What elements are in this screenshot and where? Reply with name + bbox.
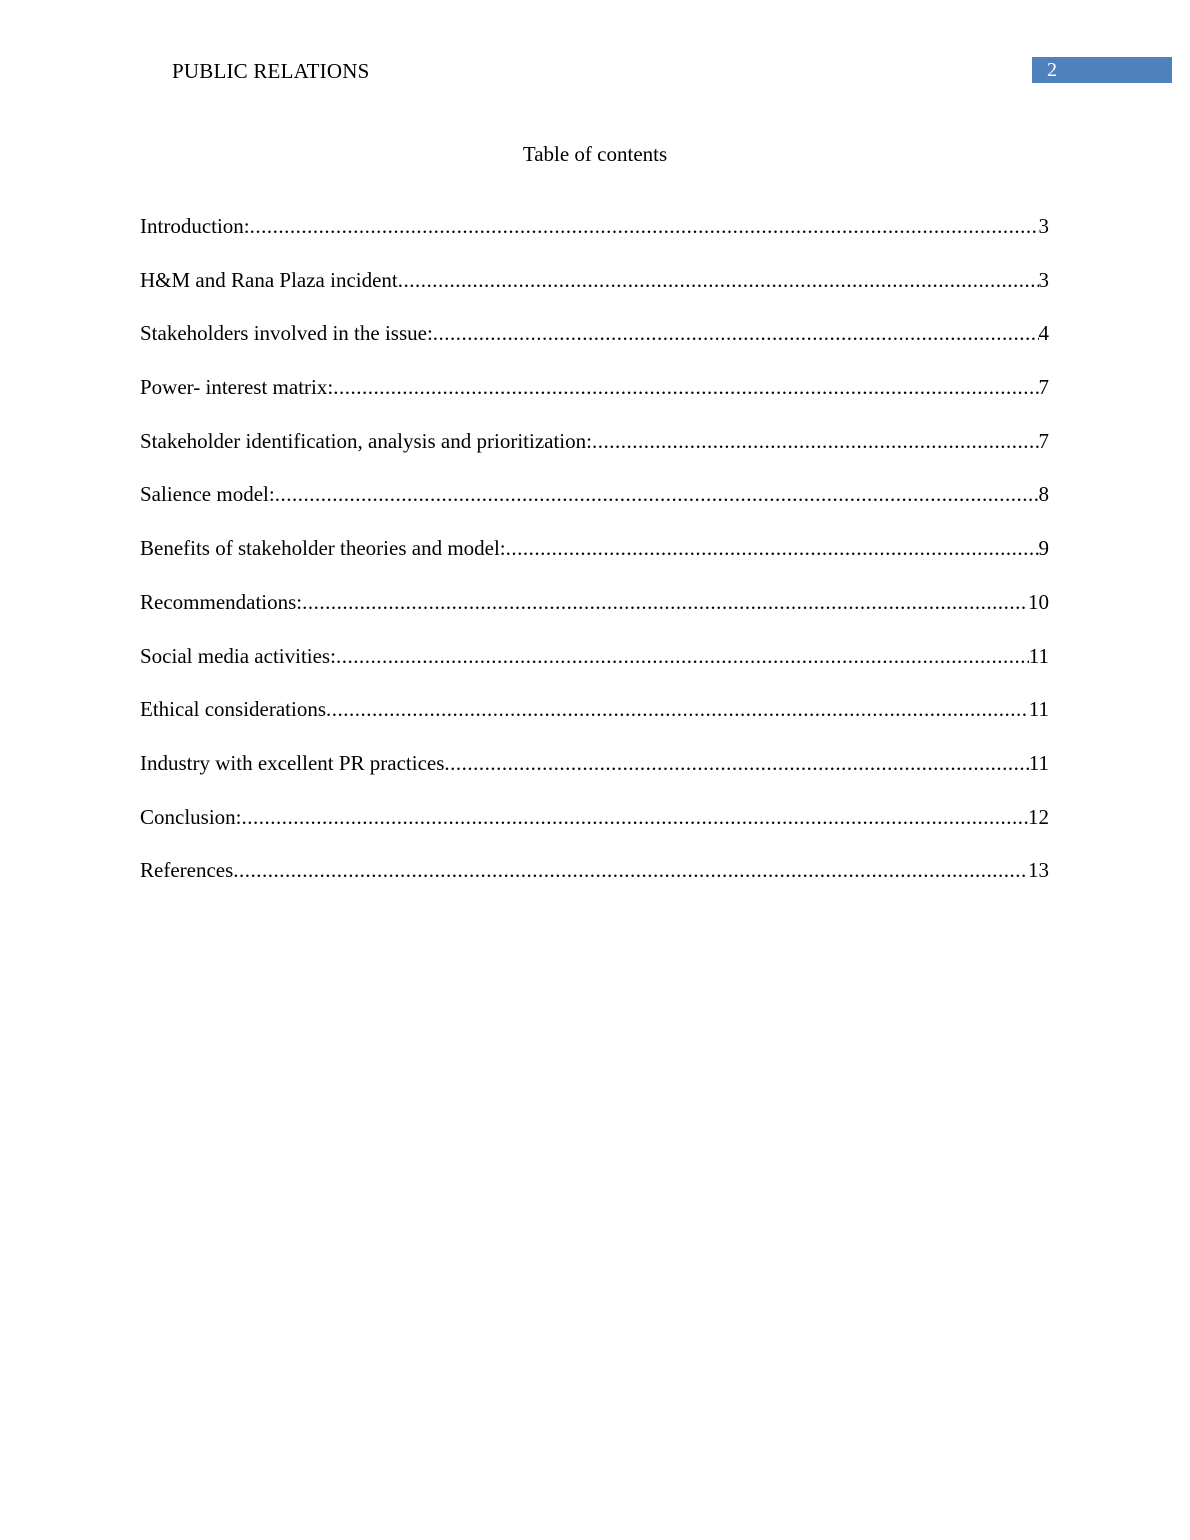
toc-entry-power-interest-matrix[interactable] xyxy=(140,372,1049,426)
toc-entry-page: 7 xyxy=(1038,375,1049,400)
toc-entry-label: Salience model: xyxy=(140,482,275,507)
toc-leader-dots xyxy=(444,748,1028,778)
toc-entry-label: Industry with excellent PR practices xyxy=(140,750,445,775)
toc-entry-recommendations[interactable] xyxy=(140,587,1049,641)
toc-entry-introduction[interactable] xyxy=(140,211,1049,265)
page-number: 2 xyxy=(1047,59,1057,81)
toc-entry-ethical-considerations[interactable] xyxy=(140,694,1049,748)
toc-entry-page: 8 xyxy=(1038,482,1049,507)
toc-entry-label: Recommendations: xyxy=(140,589,303,614)
toc-entry-page: 4 xyxy=(1038,321,1049,346)
toc-title: Table of contents xyxy=(522,142,668,166)
toc-entry-page: 10 xyxy=(1028,589,1049,614)
toc-entry-salience-model[interactable] xyxy=(140,479,1049,533)
running-header-title: PUBLIC RELATIONS xyxy=(172,59,370,83)
toc-entry-label: Power- interest matrix: xyxy=(140,375,334,400)
toc-entry-label: Conclusion: xyxy=(140,804,242,829)
toc-leader-dots xyxy=(433,318,1039,348)
toc-entry-page: 7 xyxy=(1038,428,1049,453)
toc-entry-label: H&M and Rana Plaza incident xyxy=(140,267,398,292)
toc-entry-page: 9 xyxy=(1038,536,1049,561)
toc-leader-dots xyxy=(592,426,1039,456)
toc-entry-page: 11 xyxy=(1028,697,1049,722)
toc-entry-references[interactable] xyxy=(140,855,1049,909)
toc-entry-page: 11 xyxy=(1028,643,1049,668)
toc-entry-social-media[interactable] xyxy=(140,641,1049,695)
toc-entry-conclusion[interactable] xyxy=(140,802,1049,856)
toc-leader-dots xyxy=(326,694,1029,724)
toc-entry-industry-pr-practices[interactable] xyxy=(140,748,1049,802)
page-number-badge xyxy=(1032,57,1172,83)
toc-leader-dots xyxy=(233,855,1028,885)
toc-entry-rana-plaza[interactable] xyxy=(140,265,1049,319)
toc-entry-stakeholders[interactable] xyxy=(140,318,1049,372)
toc-entry-stakeholder-identification[interactable] xyxy=(140,426,1049,480)
toc-entry-label: References xyxy=(140,858,234,883)
toc-entry-label: Introduction: xyxy=(140,214,250,238)
toc-leader-dots xyxy=(250,211,1039,241)
toc-entry-label: Stakeholders involved in the issue: xyxy=(140,321,433,346)
toc-leader-dots xyxy=(275,479,1039,509)
toc-leader-dots xyxy=(398,265,1039,295)
toc-entry-page: 12 xyxy=(1028,804,1049,829)
toc-entry-label: Ethical considerations xyxy=(140,697,327,722)
toc-leader-dots xyxy=(506,533,1039,563)
toc-leader-dots xyxy=(333,372,1038,402)
toc-entry-benefits[interactable] xyxy=(140,533,1049,587)
toc-entry-page: 13 xyxy=(1028,858,1049,883)
toc-entry-label: Stakeholder identification, analysis and prioritization: xyxy=(140,428,592,453)
toc-entry-page: 3 xyxy=(1038,214,1049,238)
toc-entry-page: 11 xyxy=(1028,750,1049,775)
toc-leader-dots xyxy=(336,641,1029,671)
toc-entry-label: Social media activities: xyxy=(140,643,336,668)
toc-leader-dots xyxy=(242,802,1028,832)
toc-entry-page: 3 xyxy=(1038,267,1049,292)
table-of-contents xyxy=(140,211,1049,909)
toc-entry-label: Benefits of stakeholder theories and model: xyxy=(140,536,506,561)
toc-leader-dots xyxy=(302,587,1028,617)
